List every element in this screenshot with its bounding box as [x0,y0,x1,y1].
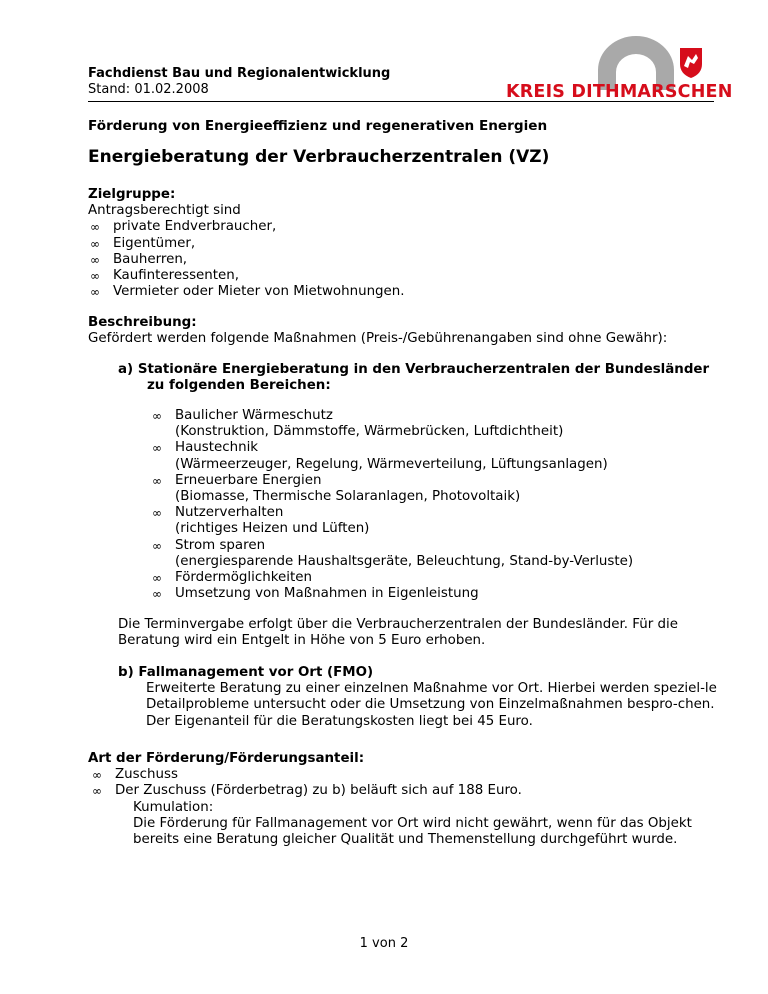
infinity-bullet-icon: ∞ [152,538,162,553]
page-number: 1 von 2 [359,936,409,951]
section-a-list [150,408,710,602]
art-list [90,767,728,799]
zielgruppe-label: Zielgruppe: [88,187,176,202]
list-item: ∞ Der Zuschuss (Förderbetrag) zu b) beläuft sich auf 188 Euro. [92,783,522,799]
department-name: Fachdienst Bau und Regionalentwicklung [88,66,391,81]
zielgruppe-list [88,219,728,300]
infinity-bullet-icon: ∞ [90,252,100,267]
infinity-bullet-icon: ∞ [152,409,162,423]
list-item: ∞ Eigentümer, [90,235,196,251]
art-label: Art der Förderung/Förderungsanteil: [88,751,365,766]
infinity-bullet-icon: ∞ [152,473,162,488]
subject-line: Förderung von Energieeffizienz und regenerativen Energien [88,118,548,134]
infinity-bullet-icon: ∞ [90,220,100,235]
infinity-bullet-icon: ∞ [152,506,162,521]
list-item: ∞ Baulicher Wärmeschutz (Konstruktion, Dämmstoffe, Wärmebrücken, Luftdichtheit) [152,408,564,440]
beschreibung-section [88,315,728,347]
section-b [118,665,718,730]
infinity-bullet-icon: ∞ [92,784,102,799]
infinity-bullet-icon: ∞ [92,768,102,783]
beschreibung-label: Beschreibung: [88,315,197,330]
list-item: ∞ Fördermöglichkeiten [152,570,312,586]
infinity-bullet-icon: ∞ [90,236,100,251]
document-date: Stand: 01.02.2008 [88,82,209,97]
list-item: ∞ Zuschuss [92,767,178,783]
list-item: ∞ Nutzerverhalten (richtiges Heizen und Lüften) [152,505,370,537]
infinity-bullet-icon: ∞ [152,441,162,456]
list-item: ∞ Kaufinteressenten, [90,268,240,284]
page-title: Energieberatung der Verbraucherzentralen (VZ) [88,147,550,167]
termin-paragraph: Die Terminvergabe erfolgt über die Verbraucherzentralen der Bundesländer. Für die Beratung wird ein Entgelt in Höhe von 5 Euro erhoben. [118,617,678,649]
infinity-bullet-icon: ∞ [152,571,162,586]
zielgruppe-section [88,187,728,300]
infinity-bullet-icon: ∞ [90,285,100,300]
section-b-body: Erweiterte Beratung zu einer einzelnen Maßnahme vor Ort. Hierbei werden speziel-le Detailprobleme untersucht oder die Umsetzung von Einzelmaßnahmen bespro-chen. Der Eigenanteil für die Beratungskosten liegt bei 45 Euro. [146,681,717,729]
list-item: ∞ Haustechnik (Wärmeerzeuger, Regelung, Wärmeverteilung, Lüftungsanlagen) [152,440,608,472]
kumulation-text: Die Förderung für Fallmanagement vor Ort wird nicht gewährt, wenn für das Objekt bereits eine Beratung gleicher Qualität und Themenstellung durchgeführt wurde. [133,815,692,848]
infinity-bullet-icon: ∞ [152,587,162,602]
list-item: ∞ Strom sparen (energiesparende Haushaltsgeräte, Beleuchtung, Stand-by-Verluste) [152,537,634,569]
kumulation-label: Kumulation: [133,799,214,815]
art-section [88,751,728,848]
coat-of-arms-icon [680,48,702,78]
list-item: ∞ Umsetzung von Maßnahmen in Eigenleistung [152,586,479,602]
list-item: ∞ Vermieter oder Mieter von Mietwohnungen. [90,284,405,300]
kreis-dithmarschen-logo [506,30,733,102]
list-item: ∞ Bauherren, [90,251,188,267]
list-item: ∞ private Endverbraucher, [90,219,277,235]
beschreibung-intro: Gefördert werden folgende Maßnahmen (Preis-/Gebührenangaben sind ohne Gewähr): [88,331,668,347]
infinity-bullet-icon: ∞ [90,269,100,284]
section-a-heading: a) Stationäre Energieberatung in den Verbraucherzentralen der Bundesländer zu folgenden Bereichen: [118,362,710,394]
section-b-heading: b) Fallmanagement vor Ort (FMO) [118,665,374,680]
logo-text: KREIS DITHMARSCHEN [506,81,733,102]
list-item: ∞ Erneuerbare Energien (Biomasse, Thermische Solaranlagen, Photovoltaik) [152,472,521,505]
zielgruppe-intro: Antragsberechtigt sind [88,203,241,219]
